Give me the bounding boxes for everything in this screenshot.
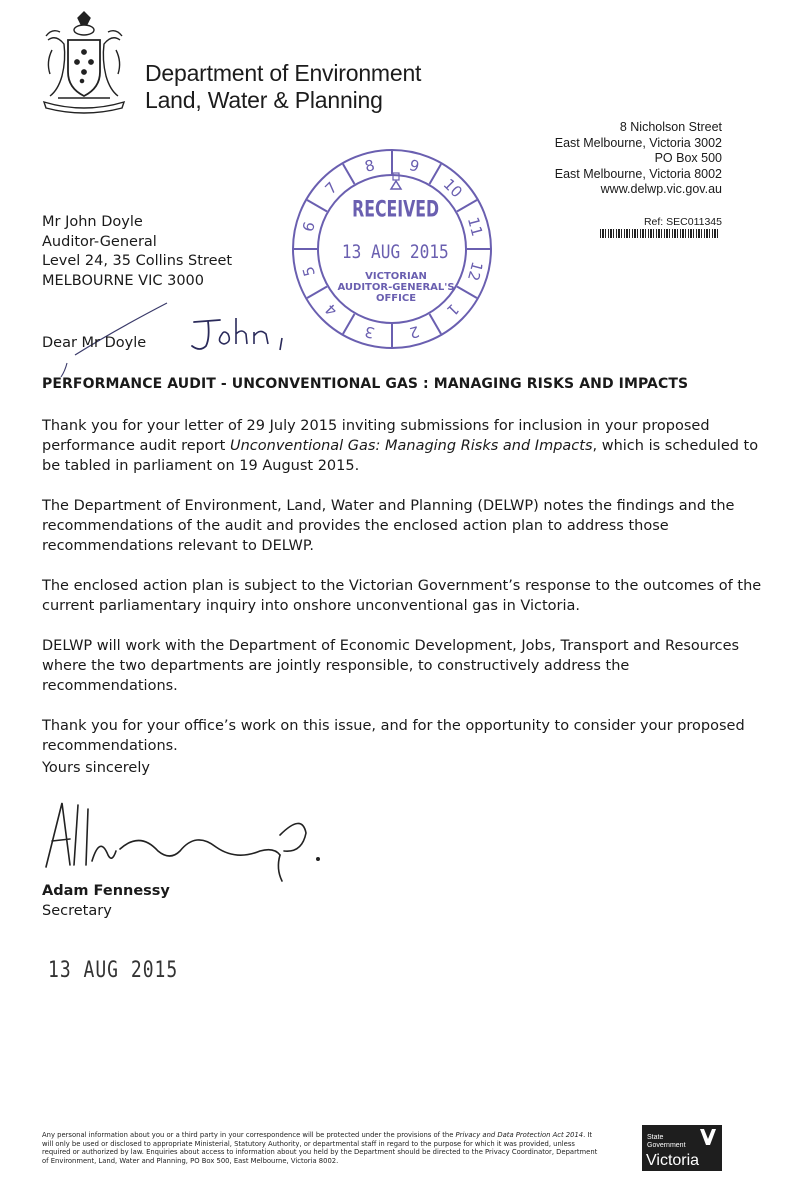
letter-body — [42, 416, 762, 776]
stamp-ring-number: 6 — [299, 219, 319, 234]
paragraph-3: The enclosed action plan is subject to the Victorian Government’s response to the outcomes of the current parliamentary inquiry into onshore unconventional gas in Victoria. — [42, 578, 762, 614]
victoria-government-logo — [642, 1125, 722, 1171]
handwritten-note — [186, 312, 296, 360]
stamp-ring-tick — [307, 200, 327, 212]
recipient-city: MELBOURNE VIC 3000 — [42, 272, 204, 289]
address-street: 8 Nicholson Street — [619, 120, 722, 134]
stamp-ring-number: 5 — [299, 264, 319, 279]
stamp-ring-number: 9 — [407, 156, 422, 176]
recipient-address — [42, 213, 232, 291]
stamp-date-text: 13 AUG 2015 — [341, 241, 449, 264]
paragraph-2: The Department of Environment, Land, Water and Planning (DELWP) notes the findings and the recommendations of the audit and provides the enclosed action plan to address those recommendations relevant to DELWP. — [42, 498, 735, 554]
reference-number: Ref: SEC011345 — [643, 216, 722, 228]
stamp-ring-number: 7 — [321, 178, 341, 198]
stamp-ring-number: 12 — [463, 259, 487, 283]
stamp-ring-tick — [457, 287, 477, 299]
coat-of-arms-icon — [38, 10, 130, 114]
salutation: Dear Mr Doyle — [42, 335, 147, 351]
stamp-ring-tick — [430, 314, 442, 334]
received-stamp — [288, 145, 496, 353]
date-stamp: 13 AUG 2015 — [48, 957, 179, 984]
logo-state: State — [647, 1134, 664, 1141]
department-name-line1: Department of Environment — [145, 60, 422, 86]
paragraph-1: Thank you for your letter of 29 July 2015 inviting submissions for inclusion in your proposed performance audit report Unconventional Gas: Managing Risks and Impacts, which is scheduled to be tabled in parliament on 19 August 2015. — [42, 418, 759, 474]
stamp-ring-number: 8 — [362, 156, 377, 176]
letter-subject: PERFORMANCE AUDIT - UNCONVENTIONAL GAS : MANAGING RISKS AND IMPACTS — [42, 376, 689, 392]
signer-block — [42, 881, 170, 921]
signature-icon — [40, 795, 340, 885]
address-po-suburb: East Melbourne, Victoria 8002 — [554, 166, 722, 181]
stamp-ring-number: 10 — [439, 175, 466, 202]
signer-name: Adam Fennessy — [42, 883, 170, 899]
privacy-notice: Any personal information about you or a third party in your correspondence will be protected under the provisions of the Privacy and Data Protection Act 2014. It will only be used or disclosed to appropriate Ministerial, Statutory Authority, or departmental staff in regard to the purpose for which it was provided, unless required or authorized by law. Enquiries about access to information about you held by the Department should be directed to the Privacy Coordinator, Department of Environment, Land, Water and Planning, PO Box 500, East Melbourne, Victoria 8002. — [42, 1131, 598, 1165]
letter-closing: Yours sincerely — [42, 760, 150, 776]
signer-title: Secretary — [42, 903, 112, 919]
stamp-ring-tick — [343, 164, 355, 184]
report-title: Unconventional Gas: Managing Risks and Impacts — [229, 438, 593, 454]
stamp-ring-number: 1 — [443, 300, 463, 320]
department-name-line2: Land, Water & Planning — [145, 87, 383, 113]
paragraph-4: DELWP will work with the Department of Economic Development, Jobs, Transport and Resources where the two departments are jointly responsible, to constructively address the recommendations. — [42, 638, 740, 694]
stamp-office-line2: AUDITOR-GENERAL'S — [337, 282, 455, 293]
stamp-ring-number: 4 — [321, 300, 341, 320]
paragraph-5: Thank you for your office’s work on this issue, and for the opportunity to consider your proposed recommendations. — [42, 718, 745, 754]
recipient-name: Mr John Doyle — [42, 214, 143, 230]
logo-government: Government — [647, 1142, 686, 1149]
address-suburb: East Melbourne, Victoria 3002 — [554, 135, 722, 150]
department-name — [145, 60, 421, 114]
sender-address — [555, 120, 722, 198]
recipient-street: Level 24, 35 Collins Street — [42, 253, 233, 269]
stamp-ring-tick — [430, 164, 442, 184]
stamp-office-line3: OFFICE — [375, 293, 417, 304]
barcode-icon — [600, 229, 720, 238]
recipient-title: Auditor-General — [42, 233, 157, 250]
stamp-ring-tick — [457, 200, 477, 212]
stamp-ring-number: 3 — [362, 322, 377, 342]
stamp-received-text: RECEIVED — [352, 196, 440, 222]
stamp-office-line1: VICTORIAN — [365, 271, 427, 282]
logo-victoria: Victoria — [646, 1152, 700, 1169]
stamp-ring-tick — [343, 314, 355, 334]
stamp-ring-number: 2 — [407, 322, 422, 342]
stamp-ring-number: 11 — [463, 215, 487, 239]
address-website: www.delwp.vic.gov.au — [600, 182, 722, 196]
address-po-box: PO Box 500 — [654, 151, 722, 165]
stamp-ring-tick — [307, 287, 327, 299]
